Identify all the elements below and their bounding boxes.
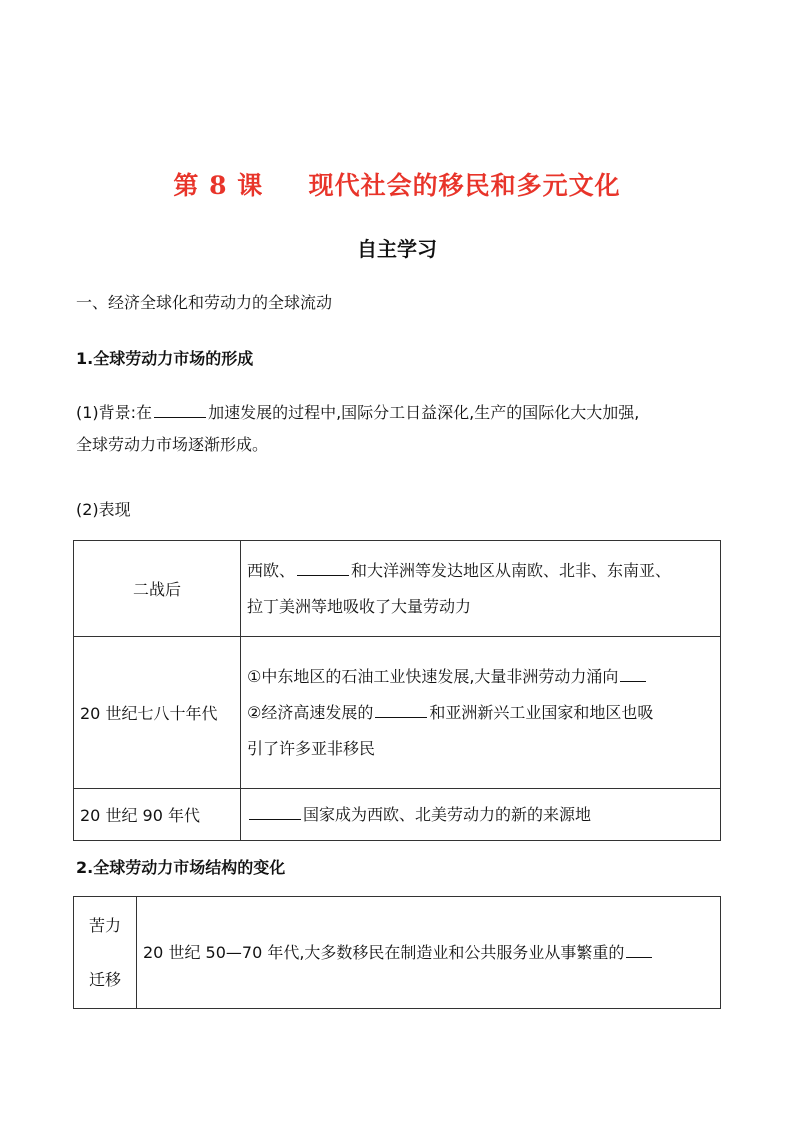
fill-blank[interactable] [249,801,301,820]
fill-blank[interactable] [375,699,427,718]
label-line1: 苦力 [88,915,121,935]
content-cell [241,637,721,789]
fill-blank[interactable] [297,557,349,576]
section-heading: 一、经济全球化和劳动力的全球流动 [76,293,333,312]
table-row [74,789,721,841]
section-subtitle: 自主学习 [357,237,437,261]
background-label: (1)背景:在 [76,403,153,422]
row2-item2b: 和亚洲新兴工业国家和地区也吸 [429,702,654,722]
table-row [74,541,721,637]
row1-text-c: 拉丁美洲等地吸收了大量劳动力 [247,596,472,616]
row2-item2c: 引了许多亚非移民 [247,738,376,758]
fill-blank[interactable] [154,399,206,418]
row2-item1: ①中东地区的石油工业快速发展,大量非洲劳动力涌向 [247,666,619,686]
label-line2: 迁移 [88,969,121,989]
expression-label: (2)表现 [76,500,131,519]
label-cell [74,897,137,1009]
fill-blank[interactable] [620,663,646,682]
background-line1: 加速发展的过程中,国际分工日益深化,生产的国际化大大加强, [208,403,640,422]
period-cell: 二战后 [74,541,241,637]
structure-text: 20 世纪 50—70 年代,大多数移民在制造业和公共服务业从事繁重的 [143,942,625,962]
title-prefix: 第 [173,171,200,200]
fill-blank[interactable] [626,939,652,958]
table-row [74,637,721,789]
row3-text: 国家成为西欧、北美劳动力的新的来源地 [303,804,592,824]
content-cell [241,789,721,841]
background-line2: 全球劳动力市场逐渐形成。 [76,435,269,454]
title-suffix: 课 [237,171,264,200]
sub1-heading: 1.全球劳动力市场的形成 [76,349,254,368]
background-paragraph [76,397,736,461]
table-row [74,897,721,1009]
content-cell [241,541,721,637]
title-name: 现代社会的移民和多元文化 [308,171,621,200]
content-cell [137,897,721,1009]
sub2-heading: 2.全球劳动力市场结构的变化 [76,858,286,877]
title-number: 8 [209,171,228,200]
lesson-title [0,166,794,202]
period-cell: 20 世纪七八十年代 [74,637,241,789]
row1-text-a: 西欧、 [247,560,296,580]
period-cell: 20 世纪 90 年代 [74,789,241,841]
row1-text-b: 和大洋洲等发达地区从南欧、北非、东南亚、 [351,560,672,580]
structure-table [73,896,721,1009]
expression-table [73,540,721,841]
row2-item2a: ②经济高速发展的 [247,702,374,722]
